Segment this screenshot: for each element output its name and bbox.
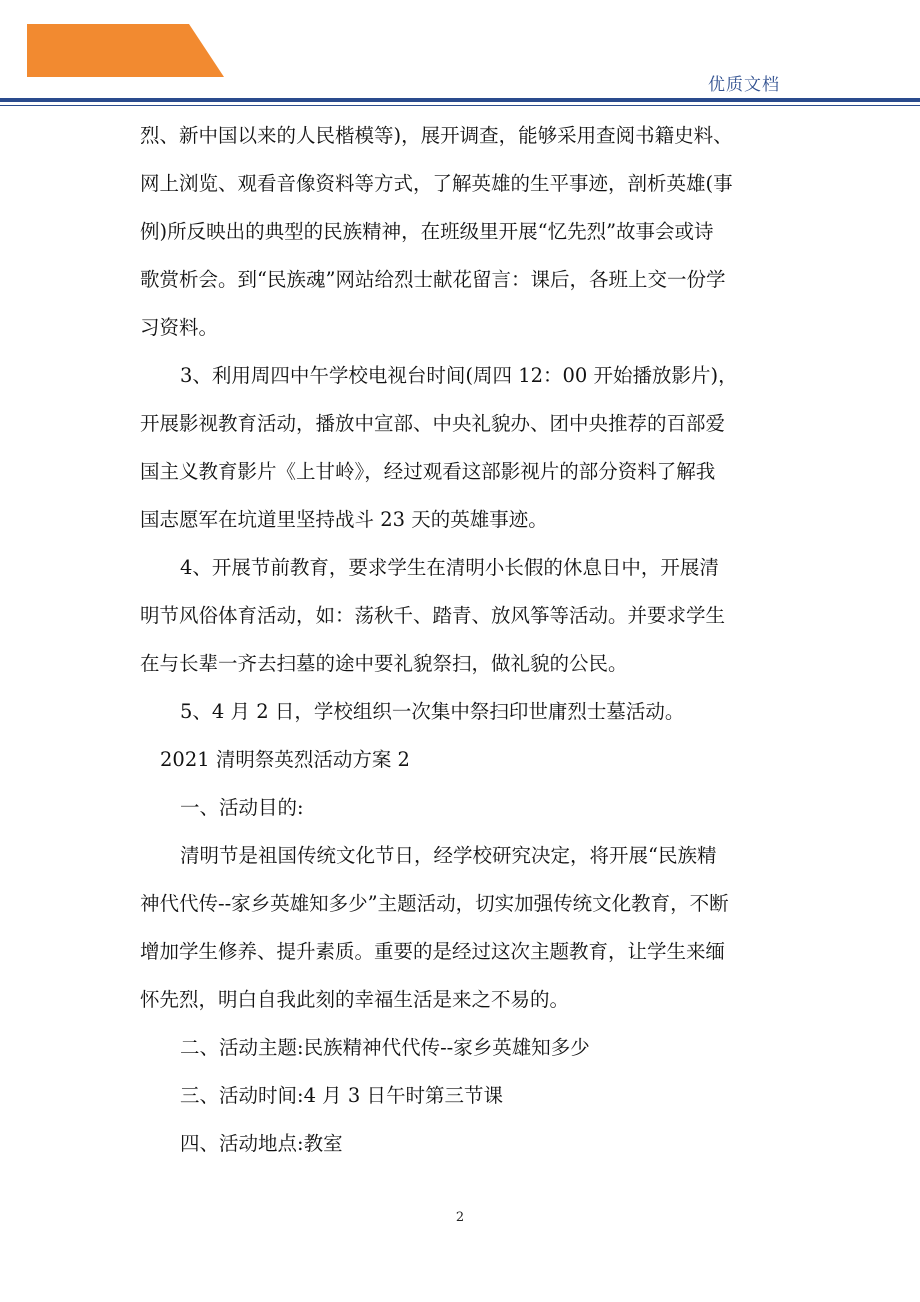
body-line: 明节风俗体育活动，如：荡秋千、踏青、放风筝等活动。并要求学生 [140, 604, 726, 627]
paragraph-start: 4、开展节前教育，要求学生在清明小长假的休息日中，开展清 [180, 556, 719, 579]
section-title: 2021 清明祭英烈活动方案 2 [160, 748, 410, 771]
body-line: 例)所反映出的典型的民族精神，在班级里开展“忆先烈”故事会或诗 [140, 220, 714, 243]
body-line: 增加学生修养、提升素质。重要的是经过这次主题教育，让学生来缅 [140, 940, 726, 963]
body-line: 在与长辈一齐去扫墓的途中要礼貌祭扫，做礼貌的公民。 [140, 652, 628, 675]
section-heading: 二、活动主题:民族精神代代传--家乡英雄知多少 [180, 1036, 590, 1059]
paragraph-start: 3、利用周四中午学校电视台时间(周四 12：00 开始播放影片)， [180, 364, 738, 387]
header-accent-shape [27, 24, 224, 77]
body-line: 神代代传--家乡英雄知多少”主题活动，切实加强传统文化教育，不断 [140, 892, 729, 915]
body-line: 怀先烈，明白自我此刻的幸福生活是来之不易的。 [140, 988, 570, 1011]
header-rule-thin [0, 105, 920, 106]
section-heading: 一、活动目的: [180, 796, 304, 819]
body-line: 网上浏览、观看音像资料等方式，了解英雄的生平事迹，剖析英雄(事 [140, 172, 733, 195]
body-line: 开展影视教育活动，播放中宣部、中央礼貌办、团中央推荐的百部爱 [140, 412, 726, 435]
body-line: 习资料。 [140, 316, 219, 339]
section-heading: 三、活动时间:4 月 3 日午时第三节课 [180, 1084, 503, 1107]
body-line: 烈、新中国以来的人民楷模等)，展开调查，能够采用查阅书籍史料、 [140, 124, 733, 147]
header-rule-thick [0, 98, 920, 102]
paragraph-start: 5、4 月 2 日，学校组织一次集中祭扫印世庸烈士墓活动。 [180, 700, 685, 723]
body-line: 国志愿军在坑道里坚持战斗 23 天的英雄事迹。 [140, 508, 548, 531]
body-line: 国主义教育影片《上甘岭》，经过观看这部影视片的部分资料了解我 [140, 460, 716, 483]
paragraph-start: 清明节是祖国传统文化节日，经学校研究决定，将开展“民族精 [180, 844, 717, 867]
body-line: 歌赏析会。到“民族魂”网站给烈士献花留言：课后，各班上交一份学 [140, 268, 726, 291]
section-heading: 四、活动地点:教室 [180, 1132, 343, 1155]
header-label: 优质文档 [708, 75, 780, 95]
page-number: 2 [455, 1210, 465, 1225]
